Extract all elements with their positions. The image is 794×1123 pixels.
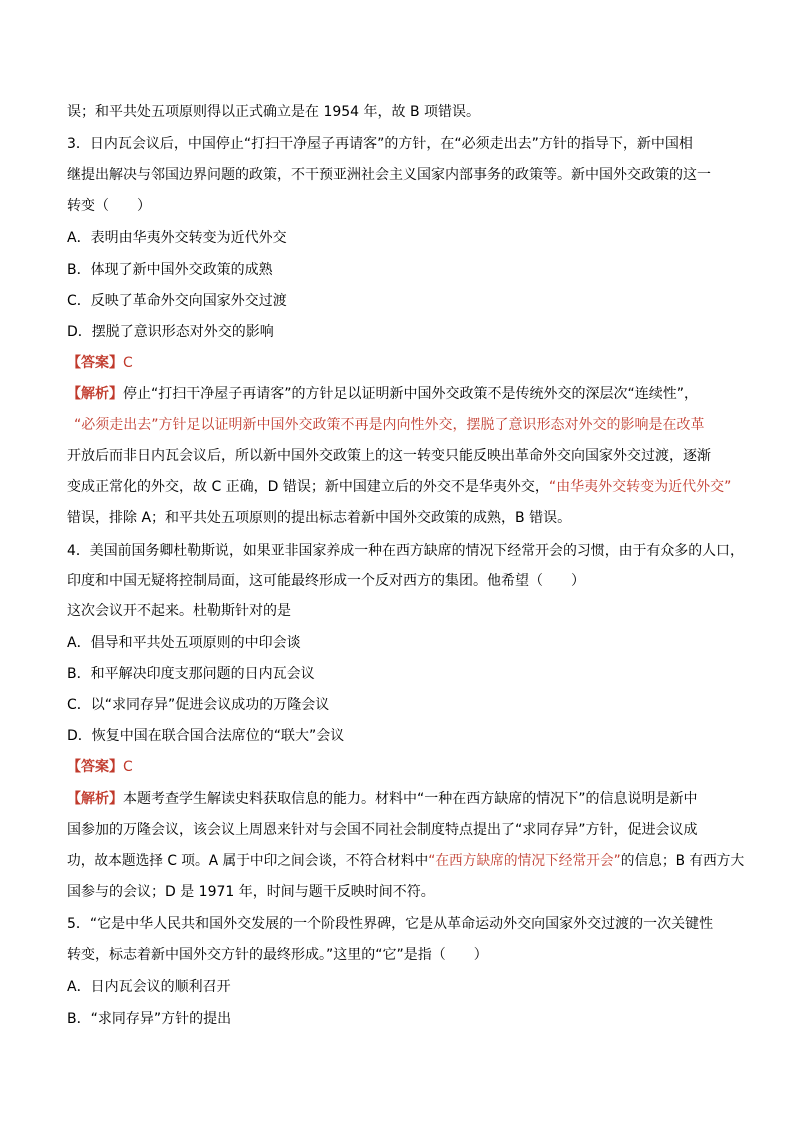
q3-stem-line-2: 继提出解决与邻国边界问题的政策，不干预亚洲社会主义国家内部事务的政策等。新中国外交政策的这一 [67, 167, 711, 183]
q3-analysis-line-5: 错误，排除 A；和平共处五项原则的提出标志着新中国外交政策的成熟，B 错误。 [67, 510, 572, 526]
answer-label: 【答案】 [67, 355, 123, 371]
q5-option-b: B．“求同存异”方针的提出 [67, 1011, 232, 1027]
analysis-label: 【解析】 [67, 791, 123, 807]
analysis-quote: “由华夷外交转变为近代外交” [548, 479, 732, 495]
q4-option-a: A．倡导和平共处五项原则的中印会谈 [67, 635, 301, 651]
q4-answer [67, 757, 133, 777]
q4-stem-line-3: 这次会议开不起来。杜勒斯针对的是 [67, 603, 291, 619]
answer-label: 【答案】 [67, 759, 123, 775]
q3-stem-line-3: 转变（ ） [67, 198, 151, 214]
q4-analysis-line-2: 国参加的万隆会议，该会议上周恩来针对与会国不同社会制度特点提出了“求同存异”方针，促进会议成 [67, 822, 698, 838]
q3-option-d: D．摆脱了意识形态对外交的影响 [67, 324, 274, 340]
q3-option-a: A．表明由华夷外交转变为近代外交 [67, 230, 287, 246]
analysis-quote: “在西方缺席的情况下经常开会” [428, 853, 621, 869]
previous-analysis-tail: 误；和平共处五项原则得以正式确立是在 1954 年，故 B 项错误。 [67, 104, 481, 120]
analysis-text: 功，故本题选择 C 项。A 属于中印之间会谈，不符合材料中 [67, 853, 429, 869]
q4-option-b: B．和平解决印度支那问题的日内瓦会议 [67, 666, 315, 682]
q3-analysis-line-1 [67, 384, 698, 404]
analysis-text: 变成正常化的外交，故 C 正确，D 错误；新中国建立后的外交不是华夷外交， [67, 479, 549, 495]
q4-analysis-line-3 [67, 851, 744, 871]
q5-stem-line-1: 5．“它是中华人民共和国外交发展的一个阶段性界碑，它是从革命运动外交向国家外交过渡的一次关键性 [67, 916, 714, 932]
q5-option-a: A．日内瓦会议的顺利召开 [67, 979, 231, 995]
analysis-text: 本题考查学生解读史料获取信息的能力。材料中“一种在西方缺席的情况下”的信息说明是新中 [123, 791, 698, 807]
answer-value: C [123, 759, 133, 775]
q3-analysis-line-2: “必须走出去”方针足以证明新中国外交政策不再是内向性外交，摆脱了意识形态对外交的影响是在改革 [74, 417, 705, 433]
q3-analysis-line-3: 开放后而非日内瓦会议后，所以新中国外交政策上的这一转变只能反映出革命外交向国家外交过渡，逐渐 [67, 448, 711, 464]
q4-option-c: C．以“求同存异”促进会议成功的万隆会议 [67, 697, 330, 713]
q5-stem-line-2: 转变，标志着新中国外交方针的最终形成。”这里的“它”是指（ ） [67, 947, 488, 963]
q3-option-c: C．反映了革命外交向国家外交过渡 [67, 293, 287, 309]
q4-analysis-line-4: 国参与的会议；D 是 1971 年，时间与题干反映时间不符。 [67, 884, 435, 900]
q4-option-d: D．恢复中国在联合国合法席位的“联大”会议 [67, 728, 345, 744]
analysis-label: 【解析】 [67, 386, 123, 402]
q3-analysis-line-4 [67, 477, 731, 497]
answer-value: C [123, 355, 133, 371]
analysis-text: 的信息；B 有西方大 [620, 853, 745, 869]
q4-analysis-line-1 [67, 789, 698, 809]
q3-answer [67, 353, 133, 373]
analysis-text: 停止“打扫干净屋子再请客”的方针足以证明新中国外交政策不是传统外交的深层次“连续性”， [123, 386, 699, 402]
q3-option-b: B．体现了新中国外交政策的成熟 [67, 262, 273, 278]
q3-stem-line-1: 3．日内瓦会议后，中国停止“打扫干净屋子再请客”的方针，在“必须走出去”方针的指导下，新中国相 [67, 136, 693, 152]
q4-stem-line-1: 4．美国前国务卿杜勒斯说，如果亚非国家养成一种在西方缺席的情况下经常开会的习惯，由于有众多的人口， [67, 543, 744, 559]
q4-stem-line-2: 印度和中国无疑将控制局面，这可能最终形成一个反对西方的集团。他希望（ ） [67, 573, 585, 589]
